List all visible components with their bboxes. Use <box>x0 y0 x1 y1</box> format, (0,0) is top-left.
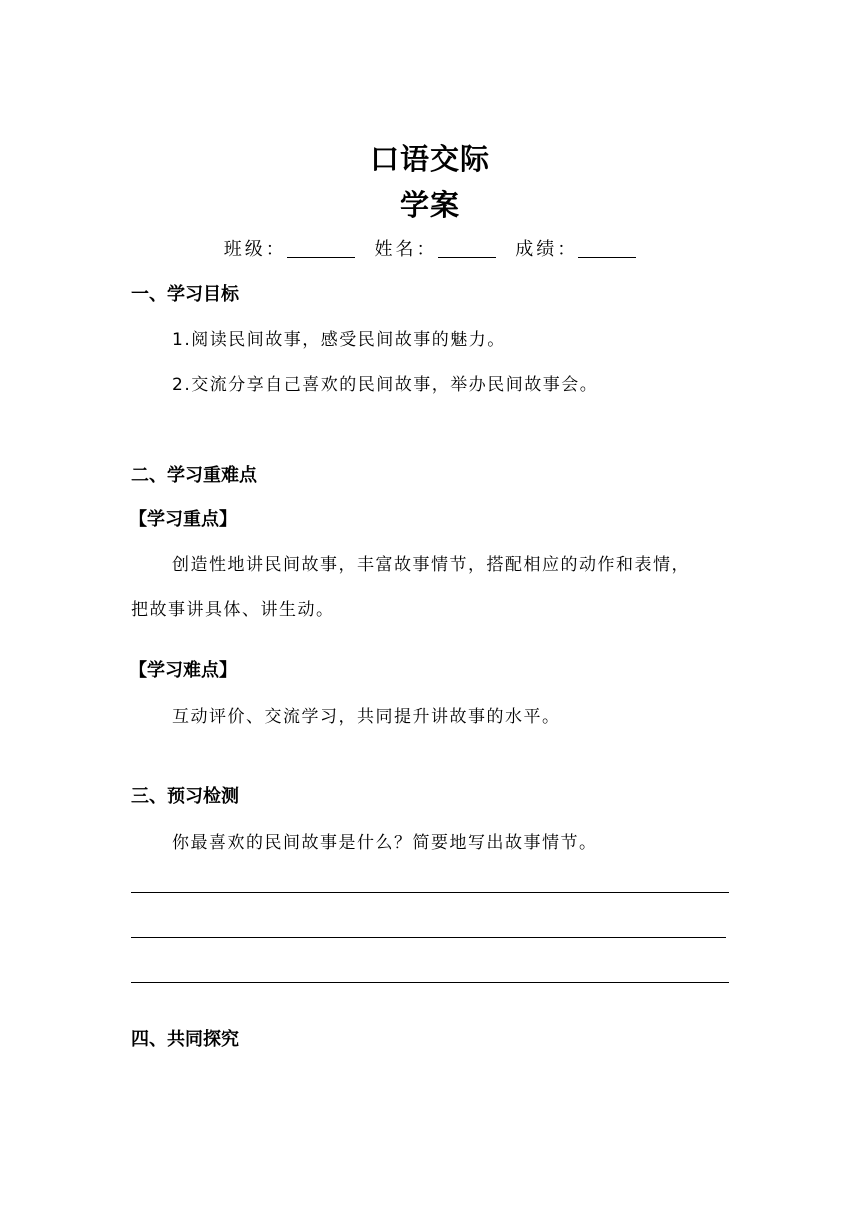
preview-question: 你最喜欢的民间故事是什么？简要地写出故事情节。 <box>172 833 598 853</box>
section-1-heading: 一、学习目标 <box>131 284 239 305</box>
document-subtitle: 学案 <box>399 188 460 222</box>
student-info-row <box>0 235 860 261</box>
answer-line[interactable] <box>131 892 729 893</box>
answer-line[interactable] <box>131 982 729 983</box>
class-blank[interactable] <box>287 237 355 258</box>
section-3-heading: 三、预习检测 <box>131 786 239 807</box>
document-title: 口语交际 <box>369 142 490 176</box>
name-label: 姓名： <box>374 239 438 260</box>
section-4-heading: 四、共同探究 <box>131 1029 239 1050</box>
objective-item-2: 2.交流分享自己喜欢的民间故事，举办民间故事会。 <box>172 375 599 395</box>
answer-line[interactable] <box>131 937 726 938</box>
key-point-line-1: 创造性地讲民间故事，丰富故事情节，搭配相应的动作和表情， <box>172 555 690 575</box>
score-label: 成绩： <box>515 239 579 260</box>
class-label: 班级： <box>223 239 287 260</box>
section-2-heading: 二、学习重难点 <box>131 465 257 486</box>
name-blank[interactable] <box>438 237 496 258</box>
key-point-label: 【学习重点】 <box>129 509 237 530</box>
difficulty-label: 【学习难点】 <box>129 660 237 681</box>
objective-item-1: 1.阅读民间故事，感受民间故事的魅力。 <box>172 330 506 350</box>
difficulty-text: 互动评价、交流学习，共同提升讲故事的水平。 <box>172 707 561 727</box>
key-point-line-2: 把故事讲具体、讲生动。 <box>131 600 335 620</box>
score-blank[interactable] <box>578 237 636 258</box>
